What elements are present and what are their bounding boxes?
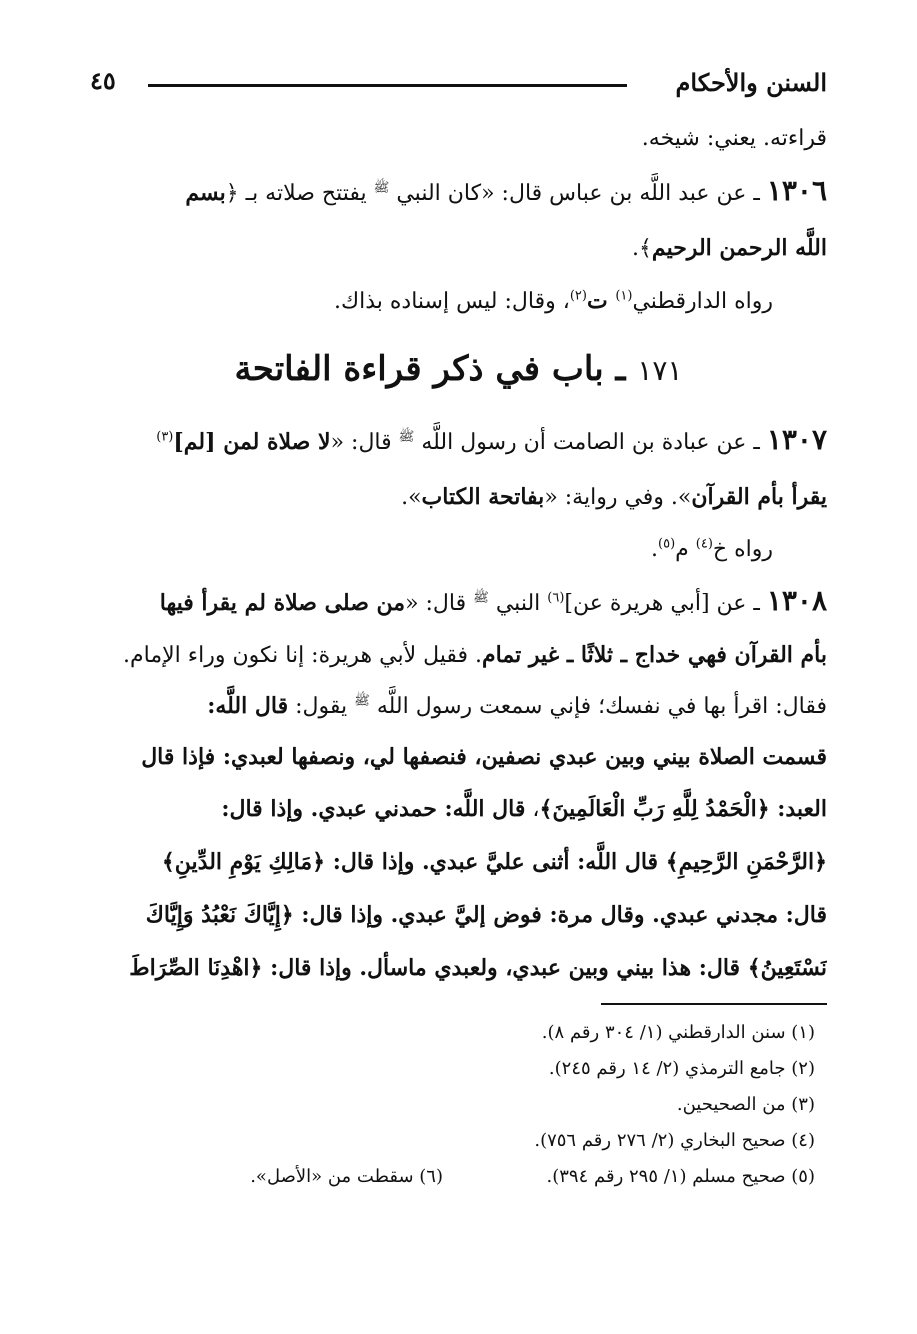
text-run: . <box>651 537 658 562</box>
text-run: يقول: <box>288 694 355 719</box>
footnote-2: (٢) جامع الترمذي (٢/ ١٤ رقم ٢٤٥). <box>548 1058 815 1079</box>
bold-text: قال اللَّه: أثنى عليَّ عبدي. وإذا قال: <box>325 849 666 875</box>
text-run: النبي <box>488 591 548 616</box>
chapter-number: ١٧١ <box>637 354 683 387</box>
footnote-ref: (٦) <box>547 590 565 606</box>
footnote-5: (٥) صحيح مسلم (١/ ٢٩٥ رقم ٣٩٤). <box>546 1166 815 1187</box>
page-number: ٤٥ <box>90 66 116 95</box>
bold-text: قسمت الصلاة بيني وبين عبدي نصفين، فنصفها لي، ونصفها لعبدي: فإذا قال <box>141 744 827 770</box>
text-run: ». <box>401 485 422 510</box>
footnote-4: (٤) صحيح البخاري (٢/ ٢٧٦ رقم ٧٥٦). <box>534 1130 815 1151</box>
quran-verse: ﴿الْحَمْدُ لِلَّهِ رَبِّ الْعَالَمِينَ﴾ <box>539 796 770 822</box>
bold-text: بفاتحة الكتاب <box>421 484 545 510</box>
hadith-1308-line-5 <box>90 783 827 836</box>
bold-text: اللَّه الرحمن الرحيم <box>651 235 827 261</box>
bold-text: العبد: <box>769 796 827 822</box>
honorific-symbol: ﷺ <box>354 693 370 709</box>
footnote-row-5-6 <box>90 1159 815 1195</box>
quran-verse: ﴿اهْدِنَا الصِّرَاطَ <box>129 955 263 981</box>
hadith-1306-line-1 <box>90 164 827 221</box>
honorific-symbol: ﷺ <box>473 590 489 606</box>
hadith-1306-narration <box>90 276 827 327</box>
honorific-symbol: ﷺ <box>398 429 415 445</box>
honorific-symbol: ﷺ <box>373 180 390 196</box>
bold-text: بسم <box>185 180 226 206</box>
bold-text: قال اللَّه: <box>207 693 289 719</box>
hadith-1308-line-7 <box>90 889 827 942</box>
footnote-3: (٣) من الصحيحين. <box>676 1094 815 1115</box>
page-header <box>90 60 827 104</box>
quran-verse: ﴿إِيَّاكَ نَعْبُدُ وَإِيَّاكَ <box>145 902 294 928</box>
bold-text: قال: مجدني عبدي. وقال مرة: فوض إليَّ عبدي. وإذا قال: <box>293 902 827 928</box>
chapter-title: ـ باب في ذكر قراءة الفاتحة <box>234 349 638 389</box>
hadith-number: ١٣٠٦ <box>766 174 827 207</box>
header-rule <box>148 84 627 87</box>
hadith-1308-line-6 <box>90 836 827 889</box>
text-run: قال: « <box>405 591 474 616</box>
text-run: م <box>675 537 696 562</box>
text-run: رواه الدارقطني <box>632 289 773 314</box>
text-run: ، <box>525 797 540 822</box>
text-run: ـ عن عبادة بن الصامت أن رسول اللَّه <box>414 430 767 455</box>
footnote-rule <box>601 1003 827 1005</box>
bold-text: لا صلاة لمن [لم] <box>173 429 331 455</box>
footnote-1: (١) سنن الدارقطني (١/ ٣٠٤ رقم ٨). <box>541 1022 815 1043</box>
text-run: فقال: اقرأ بها في نفسك؛ فإني سمعت رسول اللَّه <box>369 694 827 719</box>
hadith-1308-line-1 <box>90 575 827 630</box>
text-run: يفتتح صلاته بـ ﴿ <box>225 181 374 206</box>
hadith-1307-narration <box>90 525 827 575</box>
footnotes <box>90 1015 815 1195</box>
hadith-1308-line-2 <box>90 630 827 681</box>
hadith-1308-line-8 <box>90 942 827 995</box>
footnote-ref: (١) <box>615 288 633 304</box>
text-run: قال: « <box>330 430 399 455</box>
text-run: ﴾. <box>632 236 652 261</box>
footnote-ref: (٤) <box>695 536 713 552</box>
hadith-1307-line-2 <box>90 470 827 525</box>
hadith-number: ١٣٠٧ <box>766 423 827 456</box>
running-title: السنن والأحكام <box>675 68 827 97</box>
continuation-line <box>90 114 827 164</box>
chapter-heading <box>90 329 827 411</box>
text-run: ـ عن [أبي هريرة عن] <box>564 591 767 616</box>
footnote-ref: (٥) <box>658 536 676 552</box>
quran-verse: نَسْتَعِينُ﴾ <box>747 955 827 981</box>
bold-text: قال: هذا بيني وبين عبدي، ولعبدي ماسأل. وإذا قال: <box>262 955 748 981</box>
hadith-1307-line-1 <box>90 413 827 470</box>
quran-verse: ﴿مَالِكِ يَوْمِ الدِّينِ﴾ <box>161 849 326 875</box>
text-run: ـ عن عبد اللَّه بن عباس قال: «كان النبي <box>389 181 767 206</box>
bold-text: يقرأ بأم القرآن <box>691 484 827 510</box>
hadith-1308-line-4 <box>90 732 827 783</box>
text-run: قراءته. يعني: شيخه. <box>641 126 827 151</box>
text-run: ، وقال: ليس إسناده بذاك. <box>333 289 570 314</box>
quran-verse: ﴿الرَّحْمَنِ الرَّحِيمِ﴾ <box>665 849 827 875</box>
hadith-1308-line-3 <box>90 681 827 732</box>
bold-text: من صلى صلاة لم يقرأ فيها <box>159 590 406 616</box>
hadith-number: ١٣٠٨ <box>766 584 827 617</box>
footnote-ref: (٢) <box>569 288 587 304</box>
text-run: ». وفي رواية: « <box>544 485 692 510</box>
footnote-6: (٦) سقطت من «الأصل». <box>250 1166 443 1187</box>
bold-text: قال اللَّه: حمدني عبدي. وإذا قال: <box>221 796 526 822</box>
bold-text: بأم القرآن فهي خداج ـ ثلاثًا ـ غير تمام <box>482 642 827 668</box>
text-run: رواه خ <box>712 537 773 562</box>
bold-text: ت <box>586 288 616 314</box>
text-run: . فقيل لأبي هريرة: إنا نكون وراء الإمام. <box>123 643 483 668</box>
hadith-1306-line-2 <box>90 221 827 276</box>
page-body <box>90 114 827 995</box>
footnote-ref: (٣) <box>156 429 174 445</box>
